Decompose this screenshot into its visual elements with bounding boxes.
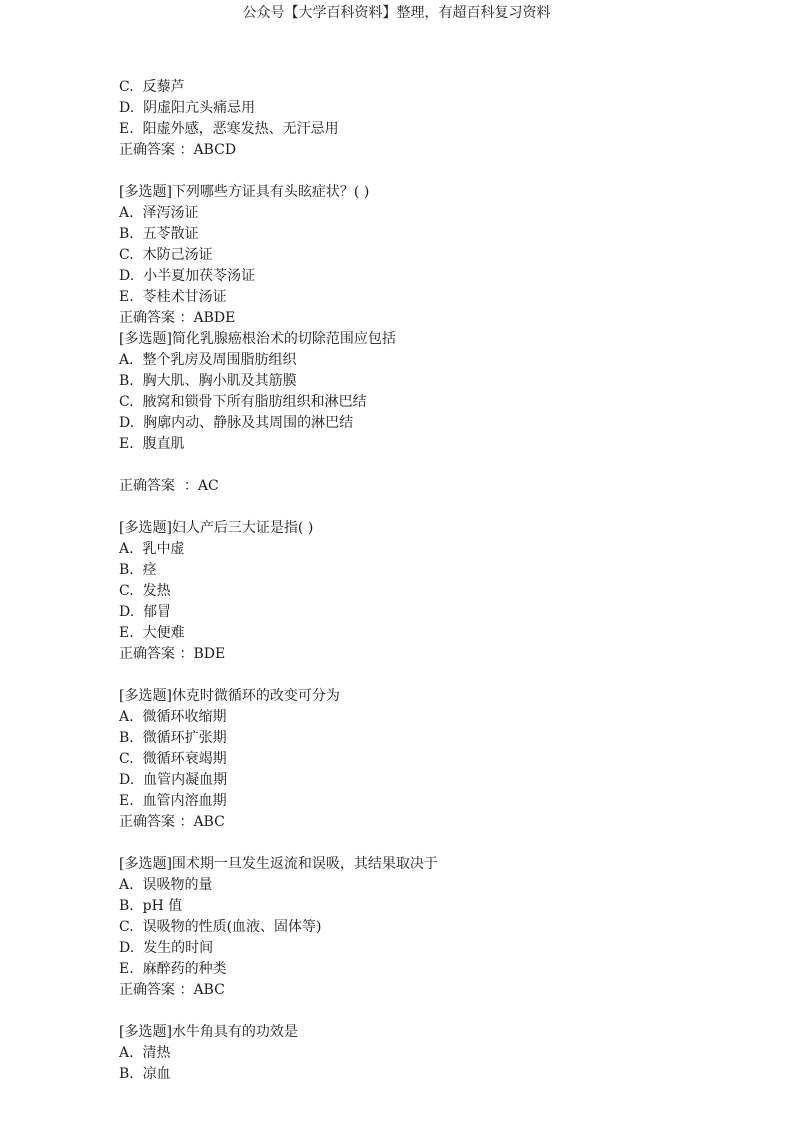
option-line: E. 血管内溶血期 xyxy=(119,793,227,809)
question-stem: [多选题]简化乳腺癌根治术的切除范围应包括 xyxy=(119,331,396,347)
option-line: E. 大便难 xyxy=(119,625,185,641)
question-stem: [多选题]水牛角具有的功效是 xyxy=(119,1024,298,1040)
answer-line: 正确答案 ：ABCD xyxy=(119,142,237,158)
option-line: D. 郁冒 xyxy=(119,604,172,620)
option-line: C. 木防己汤证 xyxy=(119,247,213,263)
option-line: A. 清热 xyxy=(119,1045,171,1061)
option-line: A. 微循环收缩期 xyxy=(119,709,227,725)
option-line: B. pH 值 xyxy=(119,898,183,914)
option-line: E. 腹直肌 xyxy=(119,436,185,452)
question-stem: [多选题]下列哪些方证具有头眩症状？( ) xyxy=(119,184,370,200)
question-list xyxy=(119,77,759,1085)
answer-line: 正确答案 ：ABDE xyxy=(119,310,236,326)
page-header: 公众号【大学百科资料】整理，有超百科复习资料 xyxy=(242,5,551,21)
option-line: C. 微循环衰竭期 xyxy=(119,751,227,767)
option-line: A. 乳中虚 xyxy=(119,541,185,557)
question-stem: [多选题]妇人产后三大证是指( ) xyxy=(119,520,314,536)
option-line: E. 麻醉药的种类 xyxy=(119,961,227,977)
option-line: D. 血管内凝血期 xyxy=(119,772,228,788)
option-line: D. 胸廓内动、静脉及其周围的淋巴结 xyxy=(119,415,354,431)
option-line: B. 痉 xyxy=(119,562,157,578)
option-line: C. 发热 xyxy=(119,583,171,599)
answer-line: 正确答案 ：ABC xyxy=(119,814,225,830)
option-line: B. 五苓散证 xyxy=(119,226,199,242)
option-line: B. 凉血 xyxy=(119,1066,171,1082)
option-line: A. 误吸物的量 xyxy=(119,877,213,893)
question-stem: [多选题]围术期一旦发生返流和误吸，其结果取决于 xyxy=(119,856,438,872)
option-line: D. 阴虚阳亢头痛忌用 xyxy=(119,100,256,116)
option-line: D. 小半夏加茯苓汤证 xyxy=(119,268,256,284)
option-line: C. 反藜芦 xyxy=(119,79,185,95)
option-line: E. 苓桂术甘汤证 xyxy=(119,289,227,305)
option-line: B. 微循环扩张期 xyxy=(119,730,227,746)
option-line: A. 泽泻汤证 xyxy=(119,205,199,221)
option-line: C. 腋窝和锁骨下所有脂肪组织和淋巴结 xyxy=(119,394,367,410)
answer-line: 正确答案 ：AC xyxy=(119,478,219,494)
answer-line: 正确答案 ：BDE xyxy=(119,646,226,662)
question-stem: [多选题]休克时微循环的改变可分为 xyxy=(119,688,340,704)
option-line: B. 胸大肌、胸小肌及其筋膜 xyxy=(119,373,297,389)
option-line: A. 整个乳房及周围脂肪组织 xyxy=(119,352,297,368)
option-line: D. 发生的时间 xyxy=(119,940,214,956)
option-line: E. 阳虚外感，恶寒发热、无汗忌用 xyxy=(119,121,339,137)
answer-line: 正确答案 ：ABC xyxy=(119,982,225,998)
option-line: C. 误吸物的性质(血液、固体等) xyxy=(119,919,322,935)
